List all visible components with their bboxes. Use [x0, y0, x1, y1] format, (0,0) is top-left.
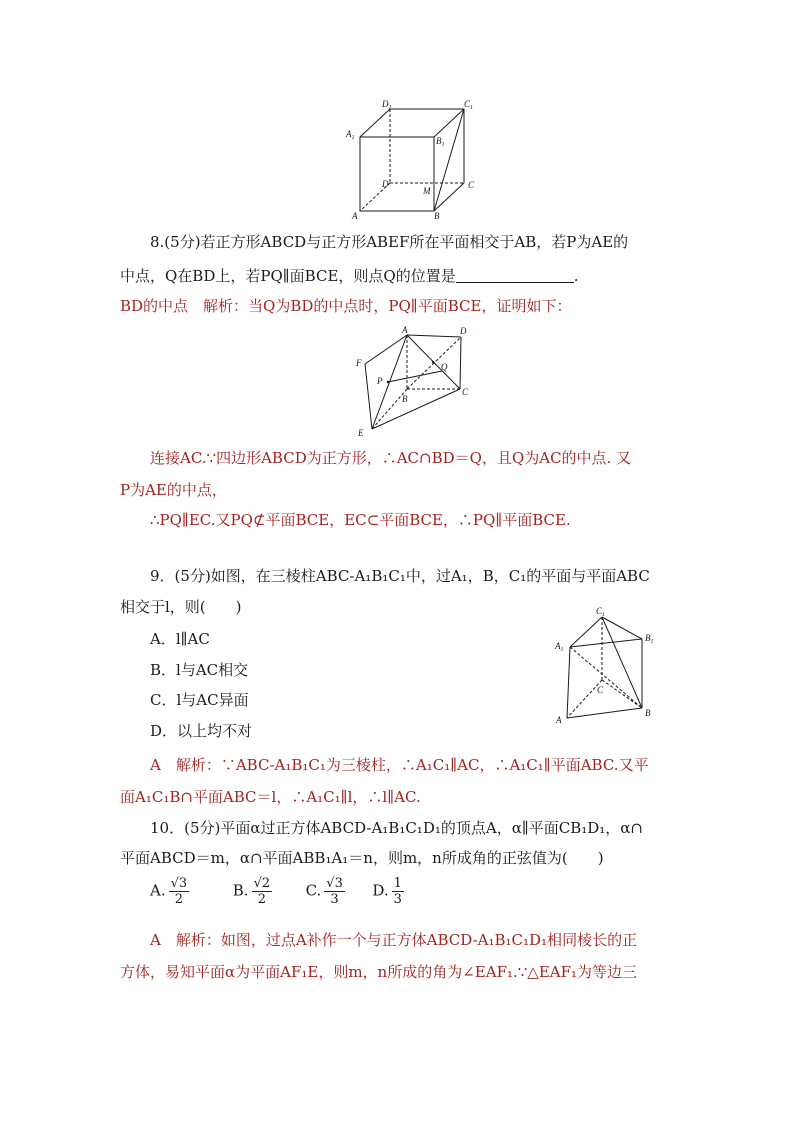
- prism-figure: [550, 603, 670, 728]
- label-B1: $B_1$: [645, 633, 654, 645]
- label-B: B: [645, 708, 651, 718]
- label-C: C: [462, 387, 469, 397]
- label-A: A: [352, 211, 358, 221]
- q10-stem-line1: 10．(5分)平面α过正方体ABCD-A₁B₁C₁D₁的顶点A，α∥平面CB₁D₁，α∩: [150, 819, 644, 837]
- label-C1: $C_1$: [464, 99, 474, 111]
- label-D1: $D_1$: [382, 99, 392, 111]
- squares-figure: [350, 322, 480, 440]
- q10-option-d: D. $\frac{1}{3}$: [372, 876, 402, 907]
- q10-answer-line1: A 解析：如图，过点A补作一个与正方体ABCD-A₁B₁C₁D₁相同棱长的正: [150, 931, 638, 949]
- label-P: P: [377, 376, 383, 386]
- q10-stem-line2: 平面ABCD＝m，α∩平面ABB₁A₁＝n，则m，n所成角的正弦值为( ): [120, 849, 604, 867]
- label-C: C: [468, 180, 475, 190]
- label-A: A: [402, 325, 408, 335]
- q9-answer-line1: A 解析：∵ABC-A₁B₁C₁为三棱柱，∴A₁C₁∥AC，∴A₁C₁∥平面ABC.又平: [150, 756, 649, 774]
- label-B1: $B_1$: [436, 136, 445, 148]
- label-C: C: [597, 685, 604, 695]
- answer-blank: [456, 268, 574, 283]
- q9-option-a: A．l∥AC: [150, 630, 210, 648]
- q8-solution-line3: ∴PQ∥EC.又PQ⊄平面BCE，EC⊂平面BCE，∴PQ∥平面BCE.: [150, 511, 571, 529]
- q8-stem-line2: 中点，Q在BD上，若PQ∥面BCE，则点Q的位置是 .: [120, 267, 579, 285]
- label-A1: $A_1$: [555, 641, 564, 653]
- q10-option-a: A. $\frac{√3}{2}$: [150, 876, 188, 907]
- q8-solution-line2: P为AE的中点，: [120, 481, 227, 499]
- q8-answer: BD的中点 解析：当Q为BD的中点时，PQ∥平面BCE，证明如下：: [120, 297, 572, 315]
- label-D: D: [382, 179, 389, 189]
- label-M: M: [423, 186, 431, 196]
- q9-option-b: B．l与AC相交: [150, 661, 249, 679]
- label-B: B: [434, 211, 440, 221]
- q10-option-c: C. $\frac{√3}{3}$: [305, 876, 343, 907]
- label-A1: $A_1$: [346, 129, 355, 141]
- q8-stem-line1: 8.(5分)若正方形ABCD与正方形ABEF所在平面相交于AB，若P为AE的: [150, 233, 629, 251]
- q9-option-c: C．l与AC异面: [150, 691, 249, 709]
- q10-option-b: B. $\frac{√2}{2}$: [232, 876, 271, 907]
- q9-answer-line2: 面A₁C₁B∩平面ABC＝l，∴A₁C₁∥l，∴l∥AC.: [120, 788, 421, 806]
- label-C1: $C_1$: [596, 606, 606, 618]
- q9-option-d: D．以上均不对: [150, 722, 253, 740]
- q10-answer-line2: 方体，易知平面α为平面AF₁E，则m，n所成的角为∠EAF₁.∵△EAF₁为等边三: [120, 963, 638, 981]
- cube-figure: [340, 95, 490, 225]
- label-F: F: [356, 358, 362, 368]
- q10-options: [150, 876, 404, 907]
- label-Q: Q: [441, 362, 448, 372]
- label-D: D: [460, 326, 467, 336]
- q9-stem-line2: 相交于l，则( ): [120, 598, 242, 616]
- label-A: A: [556, 715, 562, 725]
- q8-solution-line1: 连接AC.∵四边形ABCD为正方形，∴AC∩BD＝Q，且Q为AC的中点. 又: [150, 449, 632, 467]
- label-E: E: [358, 428, 364, 438]
- q9-stem-line1: 9．(5分)如图，在三棱柱ABC-A₁B₁C₁中，过A₁，B，C₁的平面与平面ABC: [150, 567, 650, 585]
- label-B: B: [402, 394, 408, 404]
